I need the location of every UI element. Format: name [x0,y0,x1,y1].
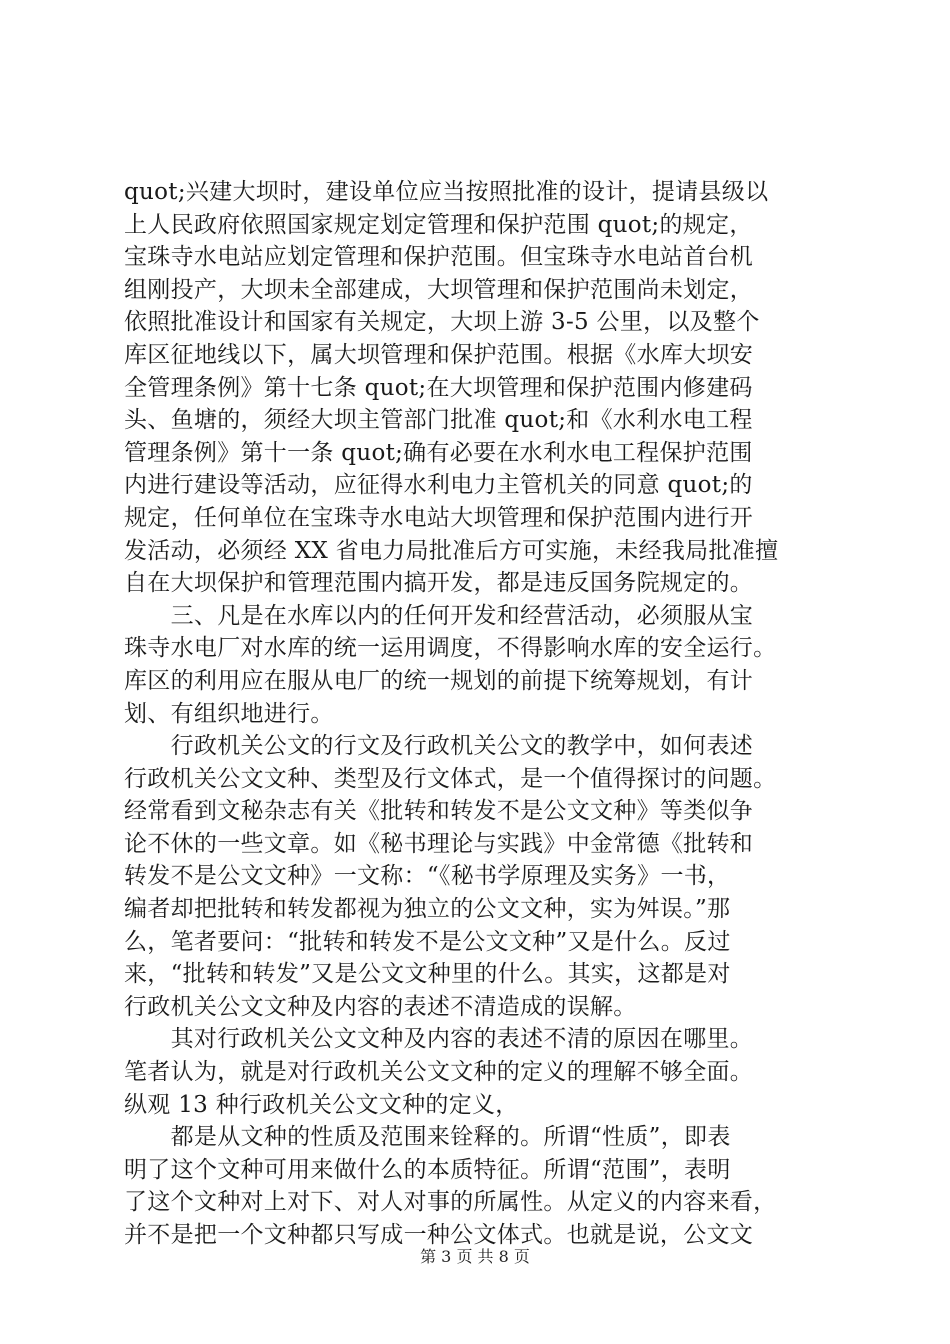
text-line: 管理条例》第十一条 quot;确有必要在水利水电工程保护范围 [124,439,753,466]
text-line: 论不休的一些文章。如《秘书理论与实践》中金常德《批转和 [124,830,754,857]
text-line: 其对行政机关公文文种及内容的表述不清的原因在哪里。 [124,1026,754,1053]
text-line: 全管理条例》第十七条 quot;在大坝管理和保护范围内修建码 [124,374,753,401]
text-line: 都是从文种的性质及范围来铨释的。所谓“性质”，即表 [124,1124,731,1151]
text-line: 内进行建设等活动，应征得水利电力主管机关的同意 quot;的 [124,472,753,499]
text-line: 转发不是公文文种》一文称：“《秘书学原理及实务》一书， [124,863,731,890]
text-line: 上人民政府依照国家规定划定管理和保护范围 quot;的规定， [124,211,753,238]
text-line: 依照批准设计和国家有关规定，大坝上游 3-5 公里，以及整个 [124,309,760,336]
text-line: 么，笔者要问：“批转和转发不是公文文种”又是什么。反过 [124,928,731,955]
text-line: 库区的利用应在服从电厂的统一规划的前提下统筹规划，有计 [124,667,754,694]
text-line: 编者却把批转和转发都视为独立的公文文种，实为舛误。”那 [124,896,731,923]
text-line: quot;兴建大坝时，建设单位应当按照批准的设计，提请县级以 [124,179,769,205]
text-line: 库区征地线以下，属大坝管理和保护范围。根据《水库大坝安 [124,341,754,368]
text-line: 明了这个文种可用来做什么的本质特征。所谓“范围”，表明 [124,1156,731,1183]
page-number-footer: 第 3 页 共 8 页 [420,1247,530,1266]
text-line: 头、鱼塘的，须经大坝主管部门批准 quot;和《水利水电工程 [124,407,753,434]
text-line: 自在大坝保护和管理范围内搞开发，都是违反国务院规定的。 [124,570,754,597]
text-line: 经常看到文秘杂志有关《批转和转发不是公文文种》等类似争 [124,798,754,825]
text-line: 珠寺水电厂对水库的统一运用调度，不得影响水库的安全运行。 [124,635,777,662]
text-line: 行政机关公文文种、类型及行文体式，是一个值得探讨的问题。 [124,765,777,792]
text-line: 宝珠寺水电站应划定管理和保护范围。但宝珠寺水电站首台机 [124,244,754,271]
text-line: 行政机关公文的行文及行政机关公文的教学中，如何表述 [124,733,754,760]
text-line: 发活动，必须经 XX 省电力局批准后方可实施，未经我局批准擅 [124,537,779,564]
text-line: 来，“批转和转发”又是公文文种里的什么。其实，这都是对 [124,961,731,988]
text-line: 纵观 13 种行政机关公文文种的定义， [124,1091,519,1118]
text-line: 规定，任何单位在宝珠寺水电站大坝管理和保护范围内进行开 [124,504,754,531]
text-line: 笔者认为，就是对行政机关公文文种的定义的理解不够全面。 [124,1059,754,1086]
text-line: 并不是把一个文种都只写成一种公文体式。也就是说，公文文 [124,1222,754,1248]
text-line: 组刚投产，大坝未全部建成，大坝管理和保护范围尚未划定， [124,276,754,303]
text-line: 了这个文种对上对下、对人对事的所属性。从定义的内容来看， [124,1189,777,1216]
text-line: 划、有组织地进行。 [124,700,334,727]
document-body [124,176,844,1252]
text-line: 行政机关公文文种及内容的表述不清造成的误解。 [124,993,637,1020]
text-line: 三、凡是在水库以内的任何开发和经营活动，必须服从宝 [124,602,754,629]
